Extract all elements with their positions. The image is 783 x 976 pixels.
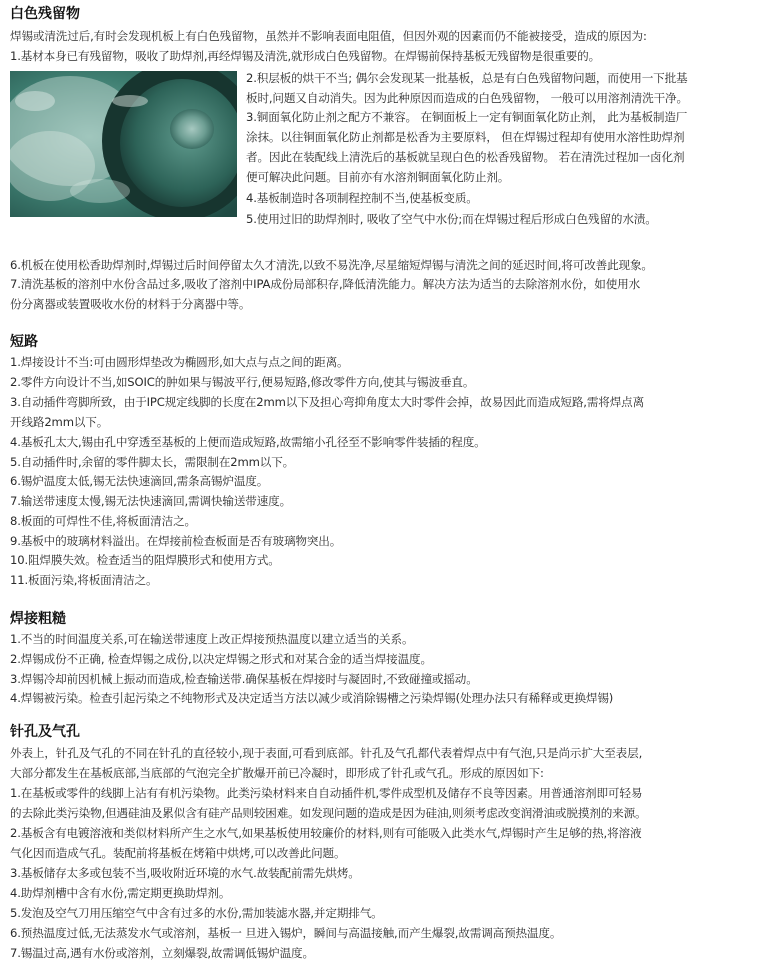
text-line: 9.基板中的玻璃材料溢出。在焊接前检查板面是否有玻璃物突出。 — [10, 534, 342, 548]
text-line: 5.发泡及空气刀用压缩空气中含有过多的水份,需加装滤水器,并定期排气。 — [10, 906, 383, 920]
text-line: 8.板面的可焊性不佳,将板面清洁之。 — [10, 514, 196, 528]
text-line: 1.在基板或零件的线脚上沾有有机污染物。此类污染材料来自自动插件机,零件成型机及储存不良等因素。用普通溶剂即可轻易 — [10, 786, 643, 800]
text-line: 3.焊锡冷却前因机械上振动而造成,检查输送带.确保基板在焊接时与凝固时,不致碰撞或摇动。 — [10, 672, 478, 686]
text-line: 3.基板储存太多或包装不当,吸收附近环境的水气.故装配前需先烘烤。 — [10, 866, 360, 880]
text-line: 1.基材本身已有残留物，吸收了助焊剂,再经焊锡及清洗,就形成白色残留物。在焊锡前保持基板无残留物是很重要的。 — [10, 49, 601, 63]
text-line: 11.板面污染,将板面清洁之。 — [10, 573, 158, 587]
text-line: 2.焊锡成份不正确, 检查焊锡之成份,以决定焊锡之形式和对某合金的适当焊接温度。 — [10, 652, 432, 666]
text-line: 6.机板在使用松香助焊剂时,焊锡过后时间停留太久才清洗,以致不易洗净,尽星缩短焊锡与清洗之间的延迟时间,将可改善此现象。 — [10, 258, 653, 272]
text-line: 开线路2mm以下。 — [10, 415, 109, 429]
section-heading-white-residue: 白色残留物 — [10, 6, 80, 22]
section-heading-rough-solder: 焊接粗糙 — [10, 611, 66, 627]
text-line: 7.输送带速度太慢,锡无法快速滴回,需调快输送带速度。 — [10, 494, 292, 508]
text-line: 涂抹。以往铜面氧化防止剂都是松香为主要原料， 但在焊锡过程却有使用水溶性助焊剂 — [246, 130, 685, 144]
text-line: 2.零件方向设计不当,如SOIC的肿如果与锡波平行,便易短路,修改零件方向,使其与锡波垂直。 — [10, 375, 475, 389]
text-line: 4.基板制造时各项制程控制不当,使基板变质。 — [246, 191, 478, 205]
text-line: 1.焊接设计不当:可由圆形焊垫改为椭圆形,如大点与点之间的距离。 — [10, 355, 349, 369]
text-line: 2.积层板的烘干不当; 偶尔会发现某一批基板，总是有白色残留物问题，而使用一下批基 — [246, 71, 688, 85]
text-line: 外表上，针孔及气孔的不同在针孔的直径较小,现于表面,可看到底部。针孔及气孔都代表着焊点中有气泡,只是尚示扩大至表层, — [10, 746, 643, 760]
text-line: 大部分都发生在基板底部,当底部的气泡完全扩散爆开前已冷凝时，即形成了针孔或气孔。形成的原因如下: — [10, 766, 544, 780]
text-line: 5.使用过旧的助焊剂时, 吸收了空气中水份;而在焊锡过程后形成白色残留的水渍。 — [246, 212, 657, 226]
text-line: 7.锡温过高,遇有水份或溶剂，立刻爆裂,故需调低锡炉温度。 — [10, 946, 314, 960]
text-line: 份分离器或装置吸收水份的材料于分离器中等。 — [10, 297, 251, 311]
text-line: 板时,问题又自动消失。因为此种原因而造成的白色残留物， 一般可以用溶剂清洗干净。 — [246, 91, 688, 105]
text-line: 3.自动插件弯脚所致，由于IPC规定线脚的长度在2mm以下及担心弯抑角度太大时零件会掉，故易因此而造成短路,需将焊点离 — [10, 395, 645, 409]
text-line: 4.焊锡被污染。检查引起污染之不纯物形式及决定适当方法以减少或消除锡槽之污染焊锡(处理办法只有稀释或更换焊锡) — [10, 691, 614, 705]
text-line: 的去除此类污染物,但遇硅油及累似含有硅产品则较困难。如发现问题的造成是因为硅油,则须考虑改变润滑油或脱摸剂的来源。 — [10, 806, 647, 820]
section-heading-short-circuit: 短路 — [10, 334, 38, 350]
text-line: 1.不当的时间温度关系,可在输送带速度上改正焊接预热温度以建立适当的关系。 — [10, 632, 414, 646]
text-line: 气化因而造成气孔。装配前将基板在烤箱中烘烤,可以改善此问题。 — [10, 846, 346, 860]
text-line: 者。因此在装配线上清洗后的基板就呈现白色的松香残留物。 若在清洗过程加一卤化剂 — [246, 150, 685, 164]
text-line: 焊锡或清洗过后,有时会发现机板上有白色残留物，虽然并不影响表面电阻值，但因外观的因素而仍不能被接受，造成的原因为: — [10, 29, 647, 43]
text-line: 7.清洗基板的溶剂中水份含品过多,吸收了溶剂中IPA成份局部积存,降低清洗能力。解决方法为适当的去除溶剂水份，如使用水 — [10, 277, 641, 291]
text-line: 2.基板含有电镀溶液和类似材料所产生之水气,如果基板使用较廉价的材料,则有可能吸入此类水气,焊锡时产生足够的热,将溶液 — [10, 826, 642, 840]
text-line: 6.预热温度过低,无法蒸发水气或溶剂，基板一 旦进入锡炉，瞬间与高温接触,而产生爆裂,故需调高预热温度。 — [10, 926, 562, 940]
text-line: 10.阻焊膜失效。检查适当的阻焊膜形式和使用方式。 — [10, 553, 280, 567]
text-line: 5.自动插件时,余留的零件脚太长，需限制在2mm以下。 — [10, 455, 295, 469]
solder-joint-photo — [10, 71, 237, 217]
text-line: 4.基板孔太大,锡由孔中穿透至基板的上便而造成短路,故需缩小孔径至不影响零件装插的程度。 — [10, 435, 486, 449]
text-line: 4.助焊剂槽中含有水份,需定期更换助焊剂。 — [10, 886, 231, 900]
text-line: 6.锡炉温度太低,锡无法快速滴回,需条高锡炉温度。 — [10, 474, 269, 488]
text-line: 便可解决此问题。目前亦有水溶剂铜面氧化防止剂。 — [246, 170, 510, 184]
section-heading-pinholes: 针孔及气孔 — [10, 724, 80, 740]
text-line: 3.铜面氧化防止剂之配方不兼容。 在铜面板上一定有铜面氧化防止剂， 此为基板制造厂 — [246, 110, 688, 124]
